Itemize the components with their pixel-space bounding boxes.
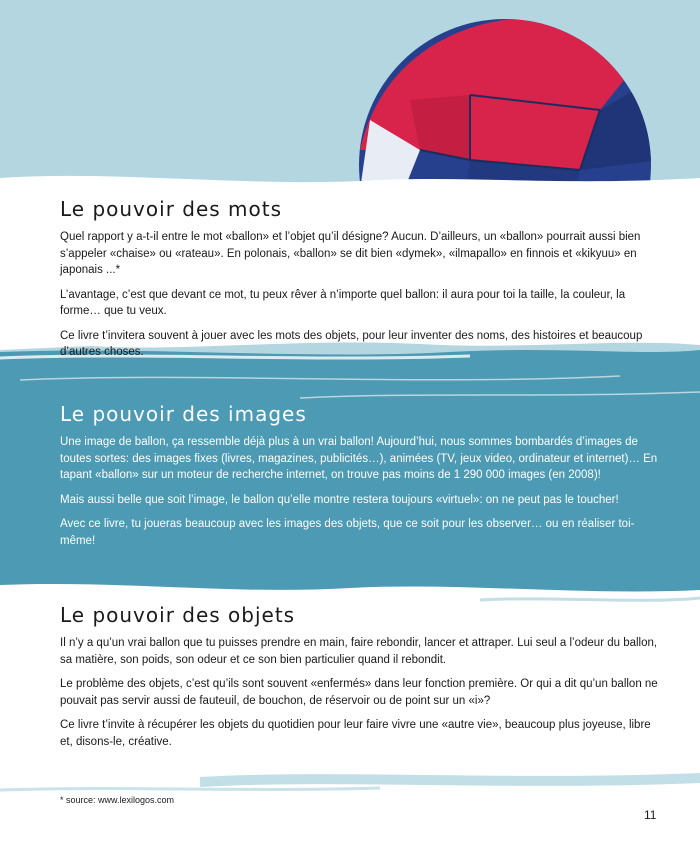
paragraph: Ce livre t’invite à récupérer les objets du quotidien pour leur faire vivre une «autre vie», beaucoup plus joyeuse, libre et, disons-le, créative.: [60, 719, 651, 748]
page-number: 11: [644, 808, 657, 822]
paragraph: Le problème des objets, c’est qu’ils sont souvent «enfermés» dans leur fonction première. Or qui a dit qu’un ballon ne pouvait pas servir aussi de fauteuil, de bouchon, de réservoir ou de point sur un «i»?: [60, 678, 658, 707]
paragraph: L’avantage, c’est que devant ce mot, tu peux rêver à n’importe quel ballon: il aura pour toi la taille, la couleur, la forme… que tu veux.: [60, 288, 626, 317]
section-heading: Le pouvoir des images: [60, 402, 307, 426]
paragraph: Mais aussi belle que soit l’image, le ballon qu’elle montre restera toujours «virtuel»: on ne peut pas le toucher!: [60, 493, 619, 506]
section-pouvoir-des-objets: [60, 603, 660, 758]
paragraph: Avec ce livre, tu joueras beaucoup avec les images des objets, que ce soit pour les observer… ou en réaliser toi-même!: [60, 518, 635, 547]
paragraph: Une image de ballon, ça ressemble déjà plus à un vrai ballon! Aujourd’hui, nous sommes bombardés d’images de toutes sortes: des images fixes (livres, magazines, publicités…), animées (TV, jeux video, ordinateur et internet)… En tapant «ballon» sur un moteur de recherche internet, on trouve pas moins de 1 290 000 images (en 2008)!: [60, 436, 658, 481]
footnote: * source: www.lexilogos.com: [60, 795, 175, 805]
section-pouvoir-des-mots: [60, 197, 660, 369]
paragraph: Quel rapport y a-t-il entre le mot «ballon» et l’objet qu’il désigne? Aucun. D’ailleurs, un «ballon» pourrait aussi bien s’appeler «chaise» ou «rateau». En polonais, «ballon» se dit bien «dymek», «ilmapallo» en finnois et «kikyuu» en japonais ...*: [60, 231, 641, 276]
section-heading: Le pouvoir des mots: [60, 197, 283, 221]
section-heading: Le pouvoir des objets: [60, 603, 296, 627]
paragraph: Il n’y a qu’un vrai ballon que tu puisses prendre en main, faire rebondir, lancer et attraper. Lui seul a l’odeur du ballon, sa matière, son poids, son odeur et ce son bien particulier quand il rebondit.: [60, 637, 658, 666]
paragraph: Ce livre t’invitera souvent à jouer avec les mots des objets, pour leur inventer des noms, des histoires et beaucoup d’autres choses.: [60, 329, 643, 358]
section-pouvoir-des-images: [60, 402, 660, 557]
